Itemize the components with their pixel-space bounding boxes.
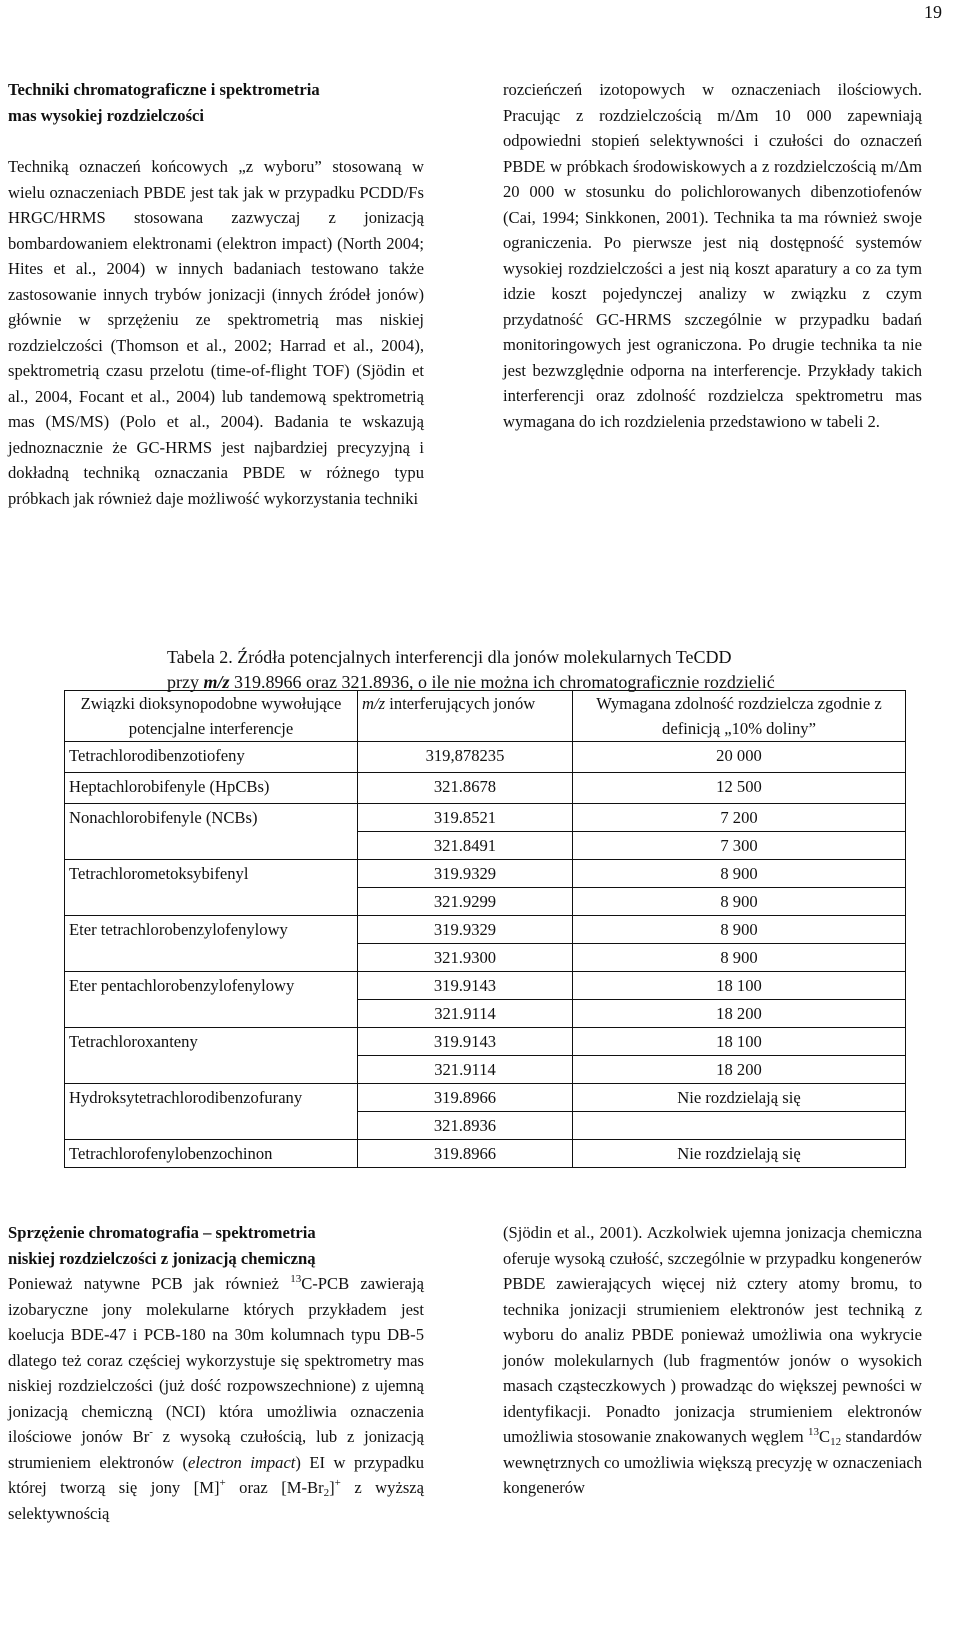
mz-value: 319.9329	[358, 860, 573, 888]
table-caption-line2: przy m/z 319.8966 oraz 321.8936, o ile nie można ich chromatograficznie rozdzielić	[167, 672, 775, 692]
compound-name: Eter pentachlorobenzylofenylowy	[65, 972, 358, 1028]
table-caption	[167, 645, 887, 695]
compound-name: Hydroksytetrachlorodibenzofurany	[65, 1084, 358, 1140]
header-mz: m/z interferujących jonów	[358, 691, 573, 742]
resolution-value: 20 000	[573, 742, 906, 773]
mz-value: 319.9143	[358, 972, 573, 1000]
mz-value: 319.8521	[358, 804, 573, 832]
section-heading-line2: mas wysokiej rozdzielczości	[8, 105, 205, 125]
section-heading-line1: Sprzężenie chromatografia – spektrometria	[8, 1223, 316, 1242]
mz-value: 321.8491	[358, 832, 573, 860]
compound-name: Tetrachloroxanteny	[65, 1028, 358, 1084]
compound-name: Tetrachlorodibenzotiofeny	[65, 742, 358, 773]
mz-value: 319.9329	[358, 916, 573, 944]
body-paragraph: Techniką oznaczeń końcowych „z wyboru” stosowaną w wielu oznaczeniach PBDE jest tak jak w przypadku PCDD/Fs HRGC/HRMS stosowana zazwyczaj z jonizacją bombardowaniem elektronami (elektron impact) (North 2004; Hites et al., 2004) w innych badaniach testowano także zastosowanie innych trybów jonizacji (innych źródeł jonów) głównie w sprzężeniu ze spektrometrią mas niskiej rozdzielczości (Thomson et al., 2002; Harrad et al., 2004), spektrometrią czasu przelotu (time-of-flight TOF) (Sjödin et al., 2004, Focant et al., 2004) lub tandemową spektrometrią mas (MS/MS) (Polo et al., 2004). Badania te wskazują jednoznacznie że GC-HRMS jest najbardziej precyzyjną i dokładną techniką oznaczania PBDE w różnego typu próbkach jak również daje możliwość wykorzystania techniki	[8, 157, 424, 508]
table-header-row	[65, 691, 906, 742]
resolution-value: 7 200	[573, 804, 906, 832]
bottom-right-column	[503, 1220, 922, 1501]
left-column	[8, 77, 424, 511]
table-row	[65, 1084, 906, 1112]
compound-name: Nonachlorobifenyle (NCBs)	[65, 804, 358, 860]
mz-value: 319,878235	[358, 742, 573, 773]
resolution-value: 18 200	[573, 1056, 906, 1084]
resolution-value: 8 900	[573, 888, 906, 916]
section-heading	[8, 1220, 424, 1271]
table-row	[65, 773, 906, 804]
table-row	[65, 1140, 906, 1168]
resolution-value: 18 100	[573, 1028, 906, 1056]
mz-value: 321.8936	[358, 1112, 573, 1140]
table-row	[65, 804, 906, 832]
resolution-value: Nie rozdzielają się	[573, 1084, 906, 1112]
compound-name: Tetrachlorometoksybifenyl	[65, 860, 358, 916]
section-heading-line2: niskiej rozdzielczości z jonizacją chemiczną	[8, 1248, 316, 1268]
interference-table	[64, 690, 906, 1168]
table-row	[65, 916, 906, 944]
mz-value: 319.9143	[358, 1028, 573, 1056]
resolution-value: 8 900	[573, 916, 906, 944]
resolution-value: 7 300	[573, 832, 906, 860]
table-row	[65, 972, 906, 1000]
compound-name: Eter tetrachlorobenzylofenylowy	[65, 916, 358, 972]
section-heading	[8, 77, 424, 128]
table-row	[65, 742, 906, 773]
header-resolution: Wymagana zdolność rozdzielcza zgodnie z definicją „10% doliny”	[573, 691, 906, 742]
mz-value: 319.8966	[358, 1140, 573, 1168]
resolution-value	[573, 1112, 906, 1140]
table-caption-line1: Tabela 2. Źródła potencjalnych interferencji dla jonów molekularnych TeCDD	[167, 647, 732, 667]
resolution-value: Nie rozdzielają się	[573, 1140, 906, 1168]
page-number: 19	[924, 2, 942, 22]
mz-value: 319.8966	[358, 1084, 573, 1112]
compound-name: Heptachlorobifenyle (HpCBs)	[65, 773, 358, 804]
mz-value: 321.8678	[358, 773, 573, 804]
resolution-value: 8 900	[573, 860, 906, 888]
body-paragraph: rozcieńczeń izotopowych w oznaczeniach ilościowych. Pracując z rozdzielczością m/Δm 10 000 zapewniają odpowiedni stopień selektywności i czułości do oznaczeń PBDE w próbkach środowiskowych a z rozdzielczością m/Δm 20 000 w stosunku do polichlorowanych dibenzotiofenów (Cai, 1994; Sinkkonen, 2001). Technika ta ma również swoje ograniczenia. Po pierwsze jest nią dostępność systemów wysokiej rozdzielczości a jest nią koszt aparatury a co za tym idzie koszt pojedynczej analizy w związku z czym przydatność GC-HRMS szczególnie w przypadku badań monitoringowych jest ograniczona. Po drugie technika ta nie jest bezwzględnie odporna na interferencje. Przykłady takich interferencji oraz zdolność rozdzielcza spektrometru mas wymagana do ich rozdzielenia przedstawiono w tabeli 2.	[503, 80, 922, 431]
mz-value: 321.9299	[358, 888, 573, 916]
table-row	[65, 1028, 906, 1056]
mz-value: 321.9114	[358, 1056, 573, 1084]
header-compounds: Związki dioksynopodobne wywołujące potencjalne interferencje	[65, 691, 358, 742]
right-column	[503, 77, 922, 434]
table-row	[65, 860, 906, 888]
mz-value: 321.9300	[358, 944, 573, 972]
compound-name: Tetrachlorofenylobenzochinon	[65, 1140, 358, 1168]
mz-value: 321.9114	[358, 1000, 573, 1028]
body-paragraph: (Sjödin et al., 2001). Aczkolwiek ujemna jonizacja chemiczna oferuje wysoką czułość, szczególnie w przypadku kongenerów PBDE zawierających więcej niż cztery atomy bromu, to technika jonizacji strumieniem elektronów jest techniką z wyboru do analiz PBDE ponieważ umożliwia ona wykrycie jonów molekularnych (lub fragmentów jonów o wysokich masach cząsteczkowych ) prowadząc do większej pewności w identyfikacji. Ponadto jonizacja strumieniem elektronów umożliwia stosowanie znakowanych węglem $^{13}C_{12}$ standardów wewnętrznych co umożliwia większą precyzję w oznaczeniach kongenerów	[503, 1223, 922, 1497]
resolution-value: 12 500	[573, 773, 906, 804]
resolution-value: 18 100	[573, 972, 906, 1000]
resolution-value: 8 900	[573, 944, 906, 972]
section-heading-line1: Techniki chromatograficzne i spektrometria	[8, 80, 320, 99]
resolution-value: 18 200	[573, 1000, 906, 1028]
body-paragraph: Ponieważ natywne PCB jak również $^{13}$C-PCB zawierają izobaryczne jony molekularne których przykładem jest koelucja BDE-47 i PCB-180 na 30m kolumnach typu DB-5 dlatego też coraz częściej wykorzystuje się spektrometry mas niskiej rozdzielczości (już dość rozpowszechnione) z ujemną jonizacją chemiczną (NCI) która umożliwia oznaczenia ilościowe jonów Br- z wysoką czułością, lub z jonizacją strumieniem elektronów (electron impact) EI w przypadku której tworzą się jony [M]+ oraz $[M-Br_2]^+$ z wyższą selektywnością	[8, 1273, 425, 1523]
bottom-left-column	[8, 1220, 424, 1526]
